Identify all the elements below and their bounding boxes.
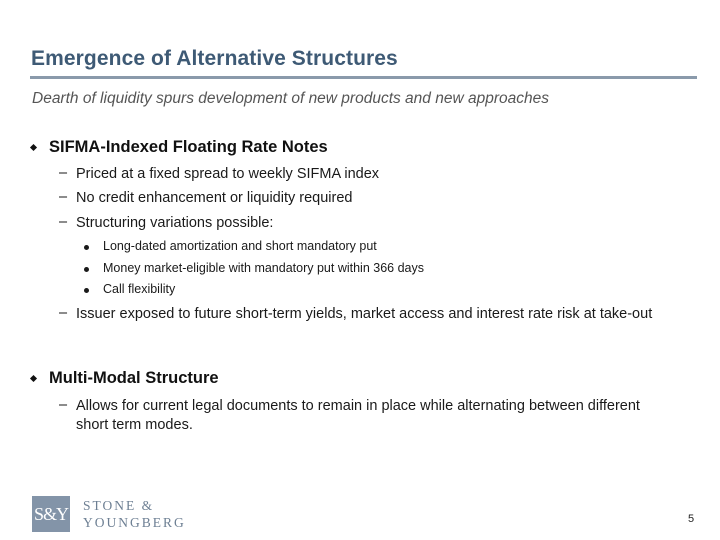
logo-line-1: STONE &: [83, 498, 155, 513]
sub-list-item-text: Long-dated amortization and short mandatory put: [103, 239, 377, 253]
dash-icon: –: [59, 189, 68, 205]
bullet-label: Multi-Modal Structure: [49, 369, 219, 387]
list-item-text: Issuer exposed to future short-term yields, market access and interest rate risk at take-out: [76, 306, 653, 322]
logo-monogram: S&Y: [32, 496, 70, 532]
dash-icon: –: [59, 397, 68, 413]
title-divider: [30, 76, 697, 79]
list-item-text: Priced at a fixed spread to weekly SIFMA index: [76, 166, 380, 182]
dot-bullet-icon: [84, 245, 89, 250]
logo-line-2: YOUNGBERG: [83, 515, 186, 530]
logo-wordmark: [83, 497, 186, 531]
sub-list-item-text: Call flexibility: [103, 282, 176, 296]
bullet-label: SIFMA-Indexed Floating Rate Notes: [49, 138, 328, 156]
slide-title: Emergence of Alternative Structures: [31, 47, 398, 70]
diamond-bullet-icon: [30, 375, 37, 382]
list-item-text: Structuring variations possible:: [76, 215, 274, 231]
dot-bullet-icon: [84, 267, 89, 272]
list-item-text: No credit enhancement or liquidity required: [76, 190, 353, 206]
dot-bullet-icon: [84, 288, 89, 293]
sub-list-item-text: Money market-eligible with mandatory put within 366 days: [103, 261, 424, 275]
list-item-text: Allows for current legal documents to remain in place while alternating between different short term modes.: [76, 398, 640, 433]
page-number: 5: [688, 513, 695, 525]
dash-icon: –: [59, 214, 68, 230]
diamond-bullet-icon: [30, 144, 37, 151]
dash-icon: –: [59, 165, 68, 181]
slide-subtitle: Dearth of liquidity spurs development of new products and new approaches: [32, 90, 549, 107]
dash-icon: –: [59, 305, 68, 321]
